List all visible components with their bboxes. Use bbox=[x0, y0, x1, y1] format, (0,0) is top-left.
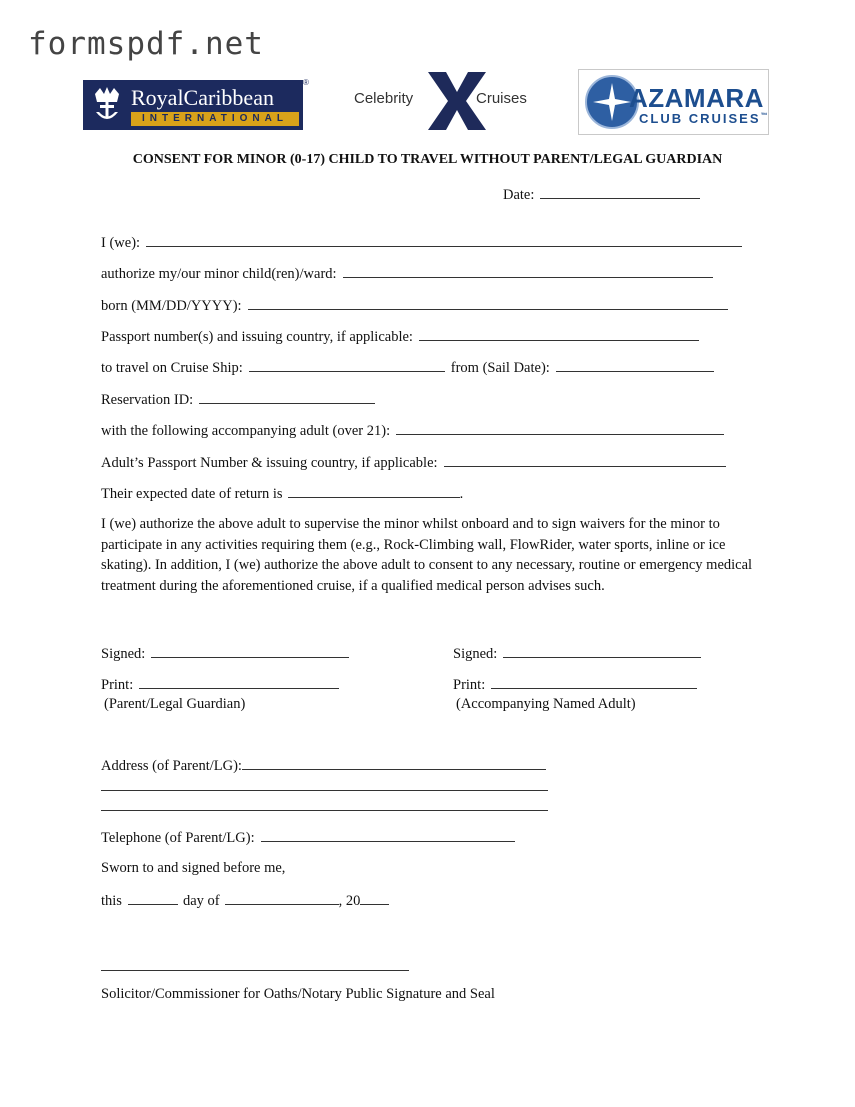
address-field-2[interactable] bbox=[101, 790, 548, 791]
parent-caption: (Parent/Legal Guardian) bbox=[104, 696, 246, 712]
address-field-3[interactable] bbox=[101, 810, 548, 811]
crown-anchor-icon bbox=[91, 84, 123, 126]
i-we-field[interactable] bbox=[146, 234, 742, 247]
royal-caribbean-logo bbox=[83, 80, 303, 130]
form-title: CONSENT FOR MINOR (0-17) CHILD TO TRAVEL WITHOUT PARENT/LEGAL GUARDIAN bbox=[132, 152, 723, 167]
ship-label: to travel on Cruise Ship: bbox=[101, 360, 243, 376]
address-field-1[interactable] bbox=[242, 757, 546, 770]
parent-print-label: Print: bbox=[101, 677, 134, 693]
adult-signed-label: Signed: bbox=[453, 646, 498, 662]
month-field[interactable] bbox=[225, 892, 339, 905]
royal-caribbean-band: INTERNATIONAL bbox=[131, 112, 299, 126]
cruises-word: Cruises bbox=[476, 90, 527, 107]
date-field[interactable] bbox=[540, 186, 700, 199]
sail-date-label: from (Sail Date): bbox=[450, 360, 550, 376]
adult-passport-label: Adult’s Passport Number & issuing country, if applicable: bbox=[101, 455, 438, 471]
parent-print-field[interactable] bbox=[139, 676, 339, 689]
royal-caribbean-name: RoyalCaribbean bbox=[131, 85, 274, 110]
day-row bbox=[101, 892, 389, 910]
notary-caption: Solicitor/Commissioner for Oaths/Notary Public Signature and Seal bbox=[101, 986, 495, 1002]
passport-row bbox=[101, 328, 699, 346]
celebrity-word: Celebrity bbox=[354, 90, 414, 107]
parent-signature-field[interactable] bbox=[151, 645, 349, 658]
parent-signed-row bbox=[101, 645, 349, 663]
adult-label: with the following accompanying adult (over 21): bbox=[101, 423, 391, 439]
passport-field[interactable] bbox=[419, 328, 699, 341]
date-row bbox=[503, 186, 700, 204]
authorization-paragraph: I (we) authorize the above adult to supervise the minor whilst onboard and to sign waivers for the minor to participate in any activities requiring them (e.g., Rock-Climbing wall, FlowRider, water sports, inline or ice skating). In addition, I (we) authorize the above adult to consent to any necessary, routine or emergency medical treatment during the aforementioned cruise, if a qualified medical person advises such. bbox=[101, 516, 753, 594]
address-row bbox=[101, 757, 546, 775]
sworn-statement: Sworn to and signed before me, bbox=[101, 860, 286, 876]
year-prefix: , 20 bbox=[338, 893, 361, 909]
born-label: born (MM/DD/YYYY): bbox=[101, 298, 242, 314]
authorize-row bbox=[101, 265, 713, 283]
adult-signature-field[interactable] bbox=[503, 645, 701, 658]
telephone-row bbox=[101, 829, 515, 847]
reservation-row bbox=[101, 391, 375, 409]
azamara-subtitle: CLUB CRUISES™ bbox=[639, 111, 768, 126]
sail-date-field[interactable] bbox=[556, 359, 714, 372]
parent-signed-label: Signed: bbox=[101, 646, 146, 662]
return-date-field[interactable] bbox=[288, 485, 460, 498]
this-label: this bbox=[101, 893, 122, 909]
return-end: . bbox=[459, 486, 464, 502]
day-field[interactable] bbox=[128, 892, 178, 905]
celebrity-cruises-logo bbox=[352, 72, 538, 130]
adult-print-field[interactable] bbox=[491, 676, 697, 689]
adult-passport-row bbox=[101, 454, 726, 472]
address-label: Address (of Parent/LG): bbox=[101, 758, 242, 774]
watermark: formspdf.net bbox=[28, 26, 264, 62]
adult-field[interactable] bbox=[396, 422, 724, 435]
azamara-logo bbox=[578, 69, 769, 135]
i-we-row bbox=[101, 234, 742, 252]
adult-signed-row bbox=[453, 645, 701, 663]
registered-mark: ® bbox=[303, 78, 309, 87]
i-we-label: I (we): bbox=[101, 235, 141, 251]
date-label: Date: bbox=[503, 187, 535, 203]
day-of-label: day of bbox=[182, 893, 220, 909]
telephone-field[interactable] bbox=[261, 829, 515, 842]
child-name-field[interactable] bbox=[343, 265, 713, 278]
notary-signature-line[interactable] bbox=[101, 970, 409, 971]
ship-field[interactable] bbox=[249, 359, 445, 372]
born-row bbox=[101, 297, 728, 315]
adult-print-row bbox=[453, 676, 697, 694]
reservation-field[interactable] bbox=[199, 391, 375, 404]
adult-print-label: Print: bbox=[453, 677, 486, 693]
reservation-label: Reservation ID: bbox=[101, 392, 194, 408]
adult-row bbox=[101, 422, 724, 440]
telephone-label: Telephone (of Parent/LG): bbox=[101, 830, 255, 846]
return-row bbox=[101, 485, 463, 503]
parent-print-row bbox=[101, 676, 339, 694]
adult-passport-field[interactable] bbox=[444, 454, 726, 467]
passport-label: Passport number(s) and issuing country, if applicable: bbox=[101, 329, 413, 345]
adult-caption: (Accompanying Named Adult) bbox=[456, 696, 636, 712]
azamara-name: AZAMARA bbox=[629, 83, 764, 113]
authorize-label: authorize my/our minor child(ren)/ward: bbox=[101, 266, 337, 282]
ship-row bbox=[101, 359, 714, 377]
birthdate-field[interactable] bbox=[248, 297, 728, 310]
return-label: Their expected date of return is bbox=[101, 486, 283, 502]
year-field[interactable] bbox=[360, 892, 389, 905]
